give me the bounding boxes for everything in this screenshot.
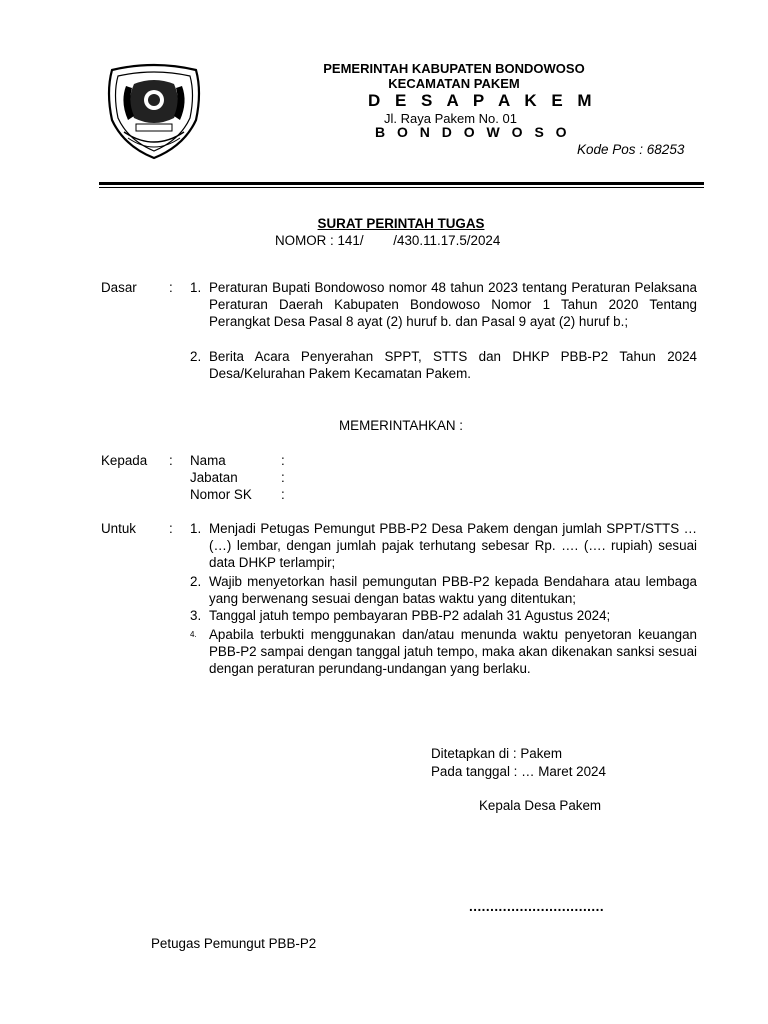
dasar-label: Dasar — [101, 280, 137, 295]
untuk-item-2-number: 2. — [190, 574, 202, 589]
untuk-item-4-number: 4. — [190, 630, 197, 639]
header-government: PEMERINTAH KABUPATEN BONDOWOSO — [323, 61, 585, 76]
signature-place: Ditetapkan di : Pakem — [431, 746, 562, 761]
field-nama-label: Nama — [190, 453, 226, 468]
header-address: Jl. Raya Pakem No. 01 — [384, 111, 517, 126]
untuk-colon: : — [169, 521, 173, 536]
dasar-item-1-text: Peraturan Bupati Bondowoso nomor 48 tahun 2023 tentang Peraturan Pelaksana Peraturan Daerah Kabupaten Bondowoso Nomor 1 Tahun 2020 Tentang Perangkat Desa Pasal 8 ayat (2) huruf b. dan Pasal 9 ayat (2) huruf b.; — [209, 280, 697, 329]
untuk-item-1-text: Menjadi Petugas Pemungut PBB-P2 Desa Pakem dengan jumlah SPPT/STTS … (…) lembar, dengan jumlah pajak terhutang sebesar Rp. …. (…. rupiah) sesuai data DHKP terlampir; — [209, 521, 697, 570]
signature-date: Pada tanggal : … Maret 2024 — [431, 764, 606, 779]
document-title: SURAT PERINTAH TUGAS — [317, 216, 485, 231]
dasar-item-2-number: 2. — [190, 349, 202, 364]
untuk-item-1-number: 1. — [190, 521, 202, 536]
field-nomor-sk-colon: : — [281, 487, 285, 502]
untuk-item-2-text: Wajib menyetorkan hasil pemungutan PBB-P2 kepada Bendahara atau lembaga yang berwenang sesuai dengan batas waktu yang ditentukan; — [209, 574, 697, 606]
dasar-item-2-text: Berita Acara Penyerahan SPPT, STTS dan DHKP PBB-P2 Tahun 2024 Desa/Kelurahan Pakem Kecamatan Pakem. — [209, 349, 697, 381]
signature-title: Kepala Desa Pakem — [479, 798, 602, 813]
field-jabatan-label: Jabatan — [190, 470, 238, 485]
untuk-item-4-text: Apabila terbukti menggunakan dan/atau menunda waktu penyetoran keuangan PBB-P2 sampai dengan tanggal jatuh tempo, maka akan dikenakan sanksi sesuai dengan peraturan perundang-undangan yang berlaku. — [209, 627, 697, 676]
petugas-label: Petugas Pemungut PBB-P2 — [151, 936, 317, 951]
kepada-colon: : — [169, 453, 173, 468]
dasar-item-1-number: 1. — [190, 280, 202, 295]
untuk-label: Untuk — [101, 521, 136, 536]
header-village-title: D E S A P A K E M — [368, 91, 597, 110]
untuk-item-3-text: Tanggal jatuh tempo pembayaran PBB-P2 adalah 31 Agustus 2024; — [209, 608, 611, 623]
memerintahkan-heading: MEMERINTAHKAN : — [339, 418, 463, 433]
header-divider-thick — [99, 182, 704, 185]
field-nomor-sk-label: Nomor SK — [190, 487, 252, 502]
field-jabatan-colon: : — [281, 470, 285, 485]
field-nama-colon: : — [281, 453, 285, 468]
regency-emblem-logo — [104, 62, 204, 160]
dasar-colon: : — [169, 280, 173, 295]
untuk-item-3-number: 3. — [190, 608, 202, 623]
header-city: B O N D O W O S O — [375, 124, 571, 140]
document-number: NOMOR : 141/ /430.11.17.5/2024 — [275, 233, 501, 248]
header-postal-code: Kode Pos : 68253 — [577, 142, 685, 157]
header-district: KECAMATAN PAKEM — [388, 76, 520, 91]
kepada-label: Kepada — [101, 453, 148, 468]
header-divider-thin — [99, 187, 704, 188]
signature-name-line: ................................ — [469, 899, 605, 914]
